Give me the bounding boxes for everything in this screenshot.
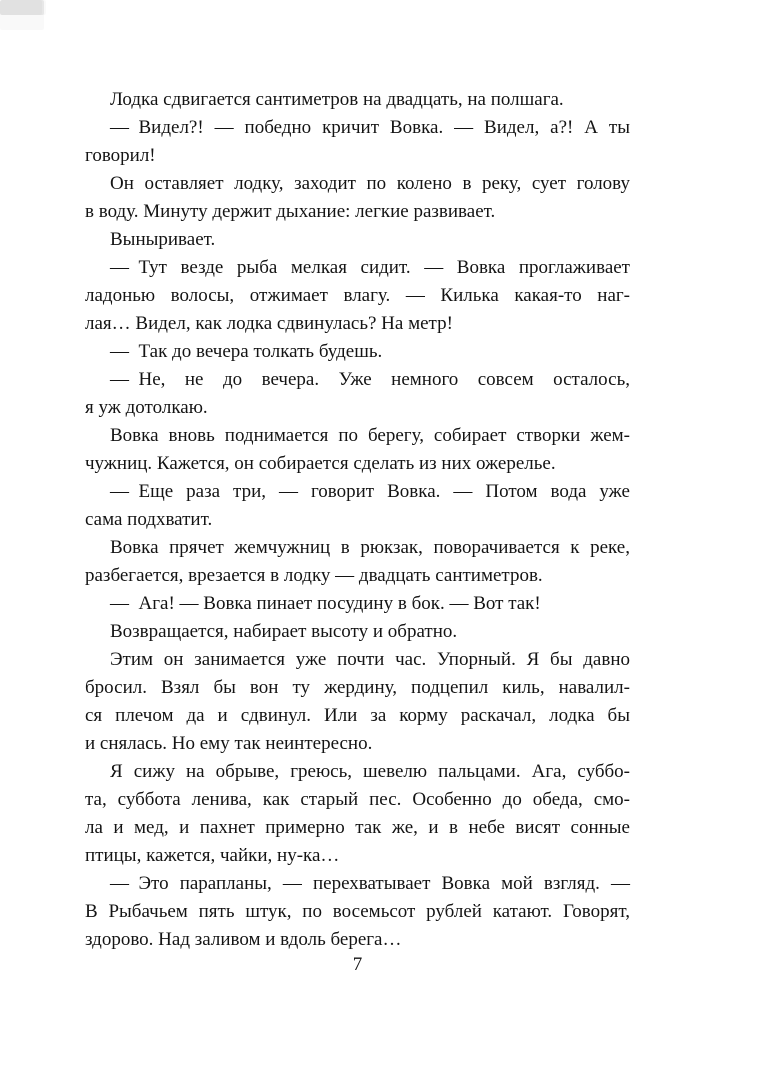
paragraph: [85, 758, 630, 870]
text-line: — Видел?! — победно кричит Вовка. — Видел, а?! А ты: [110, 117, 630, 138]
text-line: Лодка сдвигается сантиметров на двадцать, на полшага.: [110, 89, 564, 110]
text-line: в воду. Минуту держит дыхание: легкие развивает.: [85, 201, 496, 222]
text-line: ла и мед, и пахнет примерно так же, и в небе висят сонные: [85, 817, 630, 838]
text-line: — Ага! — Вовка пинает посудину в бок. — Вот так!: [110, 593, 541, 614]
text-line: В Рыбачьем пять штук, по восемьсот рублей катают. Говорят,: [85, 901, 630, 922]
paragraph: [85, 478, 630, 534]
text-line: — Еще раза три, — говорит Вовка. — Потом вода уже: [110, 481, 630, 502]
paragraph: [85, 870, 630, 954]
text-line: Вовка прячет жемчужниц в рюкзак, поворачивается к реке,: [110, 537, 630, 558]
text-line: Он оставляет лодку, заходит по колено в реку, сует голову: [110, 173, 630, 194]
text-line: — Тут везде рыба мелкая сидит. — Вовка проглаживает: [110, 257, 630, 278]
paragraph: [85, 422, 630, 478]
text-line: бросил. Взял бы вон ту жердину, подцепил киль, навалил-: [85, 677, 630, 698]
text-line: — Не, не до вечера. Уже немного совсем осталось,: [110, 369, 630, 390]
text-line: и снялась. Но ему так неинтересно.: [85, 733, 373, 754]
page-text: [85, 86, 630, 954]
paragraph: [85, 646, 630, 758]
text-line: — Так до вечера толкать будешь.: [110, 341, 383, 362]
text-line: Выныривает.: [110, 229, 216, 250]
text-line: птицы, кажется, чайки, ну-ка…: [85, 845, 340, 866]
paragraph: [85, 590, 630, 618]
paragraph: [85, 254, 630, 338]
text-line: ся плечом да и сдвинул. Или за корму раскачал, лодка бы: [85, 705, 630, 726]
paragraph: [85, 618, 630, 646]
paragraph: [85, 338, 630, 366]
paragraph: [85, 86, 630, 114]
text-line: лая… Видел, как лодка сдвинулась? На метр!: [85, 313, 453, 334]
text-line: Я сижу на обрыве, греюсь, шевелю пальцами. Ага, суббо-: [110, 761, 630, 782]
text-line: я уж дотолкаю.: [85, 397, 208, 418]
paragraph: [85, 226, 630, 254]
text-line: разбегается, врезается в лодку — двадцать сантиметров.: [85, 565, 543, 586]
text-line: Вовка вновь поднимается по берегу, собирает створки жем-: [110, 425, 630, 446]
text-line: здорово. Над заливом и вдоль берега…: [85, 929, 402, 950]
text-line: — Это парапланы, — перехватывает Вовка мой взгляд. —: [110, 873, 630, 894]
text-line: сама подхватит.: [85, 509, 213, 530]
paragraph: [85, 170, 630, 226]
text-line: Возвращается, набирает высоту и обратно.: [110, 621, 458, 642]
page-number: 7: [352, 954, 363, 975]
text-line: говорил!: [85, 145, 156, 166]
paragraph: [85, 534, 630, 590]
text-line: та, суббота ленива, как старый пес. Особенно до обеда, смо-: [85, 789, 630, 810]
paragraph: [85, 366, 630, 422]
text-line: чужниц. Кажется, он собирается сделать из них ожерелье.: [85, 453, 556, 474]
text-line: Этим он занимается уже почти час. Упорный. Я бы давно: [110, 649, 630, 670]
paragraph: [85, 114, 630, 170]
scan-artifact: [0, 0, 44, 30]
text-line: ладонью волосы, отжимает влагу. — Килька какая-то наг-: [85, 285, 630, 306]
